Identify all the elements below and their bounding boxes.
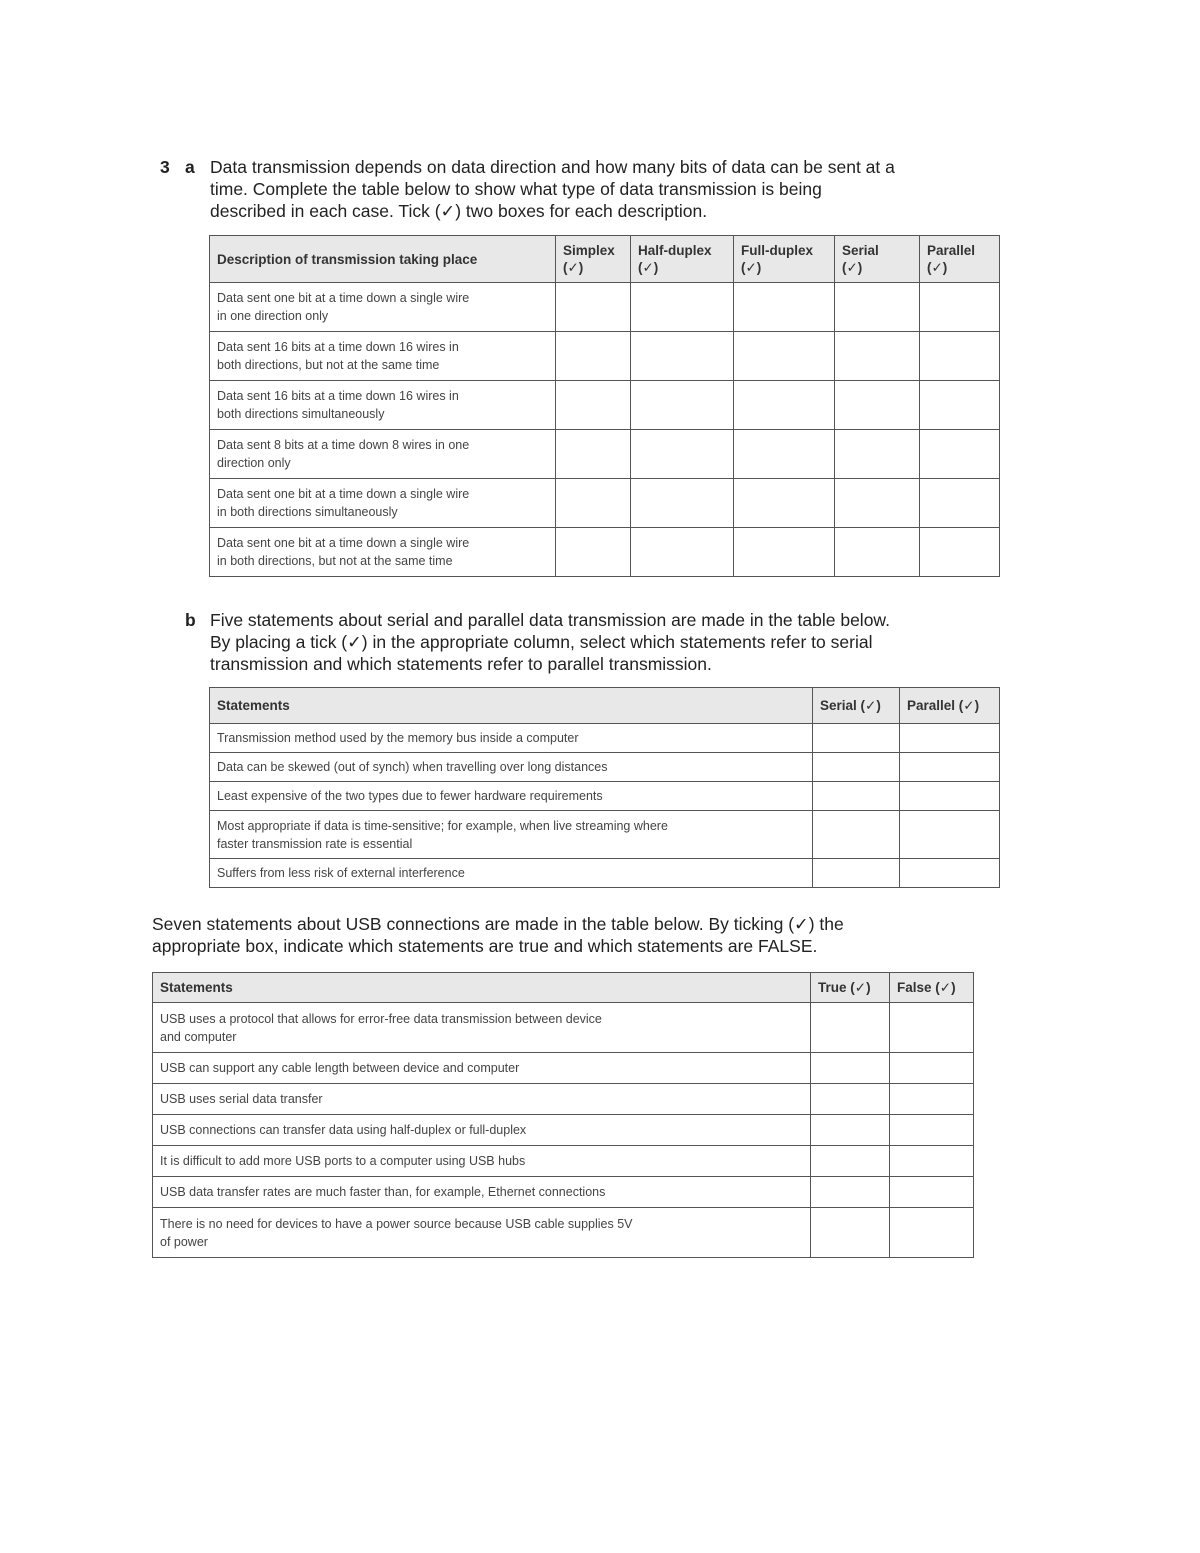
header-full-duplex: Full-duplex (✓) (734, 236, 835, 283)
table-row (153, 1053, 974, 1084)
statement-text: USB can support any cable length between device and computer (153, 1053, 811, 1084)
tick-box-serial[interactable] (813, 753, 900, 782)
tick-box-serial[interactable] (813, 724, 900, 753)
header-statements: Statements (153, 973, 811, 1003)
tick-box-parallel[interactable] (900, 724, 1000, 753)
tick-box-simplex[interactable] (556, 479, 631, 528)
part-a-text-line: time. Complete the table below to show what type of data transmission is being (210, 179, 822, 199)
header-statements: Statements (210, 688, 813, 724)
header-parallel: Parallel (✓) (900, 688, 1000, 724)
header-simplex: Simplex (✓) (556, 236, 631, 283)
tick-box-parallel[interactable] (920, 381, 1000, 430)
tick-box-parallel[interactable] (900, 753, 1000, 782)
tick-box-half-duplex[interactable] (631, 283, 734, 332)
tick-box-true[interactable] (811, 1208, 890, 1258)
tick-box-simplex[interactable] (556, 283, 631, 332)
table-row (210, 859, 1000, 888)
row-description: Data sent one bit at a time down a single wire in both directions, but not at the same time (210, 528, 556, 577)
table-row (153, 1115, 974, 1146)
row-description: Data sent 8 bits at a time down 8 wires in one direction only (210, 430, 556, 479)
statement-text: Least expensive of the two types due to fewer hardware requirements (210, 782, 813, 811)
statement-text: Most appropriate if data is time-sensitive; for example, when live streaming where faster transmission rate is essential (210, 811, 813, 859)
question-number: 3 (160, 157, 170, 177)
tick-box-true[interactable] (811, 1115, 890, 1146)
part-a-text-line: described in each case. Tick (✓) two boxes for each description. (210, 201, 708, 221)
tick-box-false[interactable] (890, 1177, 974, 1208)
transmission-type-table (209, 235, 1000, 577)
tick-box-serial[interactable] (813, 811, 900, 859)
tick-box-true[interactable] (811, 1053, 890, 1084)
tick-box-half-duplex[interactable] (631, 430, 734, 479)
statement-text: Suffers from less risk of external interference (210, 859, 813, 888)
tick-box-half-duplex[interactable] (631, 381, 734, 430)
tick-box-serial[interactable] (835, 528, 920, 577)
tick-box-false[interactable] (890, 1115, 974, 1146)
tick-box-true[interactable] (811, 1146, 890, 1177)
table-row (210, 782, 1000, 811)
statement-text: Transmission method used by the memory bus inside a computer (210, 724, 813, 753)
statement-text: USB uses a protocol that allows for error-free data transmission between device and computer (153, 1003, 811, 1053)
tick-box-simplex[interactable] (556, 430, 631, 479)
tick-box-parallel[interactable] (920, 528, 1000, 577)
statement-text: It is difficult to add more USB ports to a computer using USB hubs (153, 1146, 811, 1177)
tick-box-simplex[interactable] (556, 381, 631, 430)
tick-box-serial[interactable] (813, 859, 900, 888)
statement-text: There is no need for devices to have a power source because USB cable supplies 5V of power (153, 1208, 811, 1258)
table-row (210, 381, 1000, 430)
statement-text: Data can be skewed (out of synch) when travelling over long distances (210, 753, 813, 782)
header-serial: Serial (✓) (835, 236, 920, 283)
tick-box-true[interactable] (811, 1084, 890, 1115)
table-row (210, 724, 1000, 753)
tick-box-false[interactable] (890, 1084, 974, 1115)
tick-box-half-duplex[interactable] (631, 528, 734, 577)
tick-box-full-duplex[interactable] (734, 283, 835, 332)
table-row (153, 1146, 974, 1177)
part-a-text (210, 156, 895, 222)
tick-box-serial[interactable] (813, 782, 900, 811)
usb-question-text (152, 913, 844, 957)
tick-box-parallel[interactable] (920, 332, 1000, 381)
tick-box-true[interactable] (811, 1003, 890, 1053)
tick-box-full-duplex[interactable] (734, 332, 835, 381)
table-row (210, 479, 1000, 528)
tick-box-parallel[interactable] (920, 479, 1000, 528)
tick-box-full-duplex[interactable] (734, 381, 835, 430)
header-false: False (✓) (890, 973, 974, 1003)
usb-text-line: appropriate box, indicate which statements are true and which statements are FALSE. (152, 936, 818, 956)
tick-box-serial[interactable] (835, 479, 920, 528)
row-description: Data sent one bit at a time down a single wire in one direction only (210, 283, 556, 332)
header-true: True (✓) (811, 973, 890, 1003)
table-row (210, 753, 1000, 782)
tick-box-simplex[interactable] (556, 332, 631, 381)
tick-box-false[interactable] (890, 1003, 974, 1053)
tick-box-full-duplex[interactable] (734, 528, 835, 577)
tick-box-half-duplex[interactable] (631, 332, 734, 381)
tick-box-parallel[interactable] (900, 782, 1000, 811)
usb-statements-table (152, 972, 974, 1258)
row-description: Data sent 16 bits at a time down 16 wires in both directions simultaneously (210, 381, 556, 430)
tick-box-parallel[interactable] (920, 283, 1000, 332)
table-row (210, 283, 1000, 332)
header-description: Description of transmission taking place (210, 236, 556, 283)
tick-box-serial[interactable] (835, 381, 920, 430)
table-row (153, 1177, 974, 1208)
part-b-text-line: By placing a tick (✓) in the appropriate column, select which statements refer to serial (210, 632, 873, 652)
part-b-text (210, 609, 890, 675)
part-b-label: b (185, 610, 196, 630)
part-a-label: a (185, 157, 195, 177)
tick-box-false[interactable] (890, 1146, 974, 1177)
tick-box-serial[interactable] (835, 430, 920, 479)
statement-text: USB data transfer rates are much faster than, for example, Ethernet connections (153, 1177, 811, 1208)
statement-text: USB uses serial data transfer (153, 1084, 811, 1115)
row-description: Data sent 16 bits at a time down 16 wires in both directions, but not at the same time (210, 332, 556, 381)
table-row (153, 1084, 974, 1115)
header-serial: Serial (✓) (813, 688, 900, 724)
part-a-text-line: Data transmission depends on data direction and how many bits of data can be sent at a (210, 157, 895, 177)
header-half-duplex: Half-duplex (✓) (631, 236, 734, 283)
tick-box-false[interactable] (890, 1208, 974, 1258)
tick-box-full-duplex[interactable] (734, 479, 835, 528)
table-row (210, 332, 1000, 381)
tick-box-parallel[interactable] (920, 430, 1000, 479)
part-b-text-line: transmission and which statements refer to parallel transmission. (210, 654, 712, 674)
tick-box-full-duplex[interactable] (734, 430, 835, 479)
row-description: Data sent one bit at a time down a single wire in both directions simultaneously (210, 479, 556, 528)
serial-parallel-table (209, 687, 1000, 888)
table-row (153, 1208, 974, 1258)
tick-box-true[interactable] (811, 1177, 890, 1208)
tick-box-serial[interactable] (835, 332, 920, 381)
header-parallel: Parallel (✓) (920, 236, 1000, 283)
part-b-text-line: Five statements about serial and parallel data transmission are made in the table below. (210, 610, 890, 630)
tick-box-simplex[interactable] (556, 528, 631, 577)
statement-text: USB connections can transfer data using half-duplex or full-duplex (153, 1115, 811, 1146)
tick-box-half-duplex[interactable] (631, 479, 734, 528)
tick-box-parallel[interactable] (900, 859, 1000, 888)
usb-text-line: Seven statements about USB connections are made in the table below. By ticking (✓) the (152, 914, 844, 934)
table-row (153, 1003, 974, 1053)
table-row (210, 528, 1000, 577)
tick-box-serial[interactable] (835, 283, 920, 332)
table-row (210, 430, 1000, 479)
tick-box-parallel[interactable] (900, 811, 1000, 859)
table-row (210, 811, 1000, 859)
tick-box-false[interactable] (890, 1053, 974, 1084)
